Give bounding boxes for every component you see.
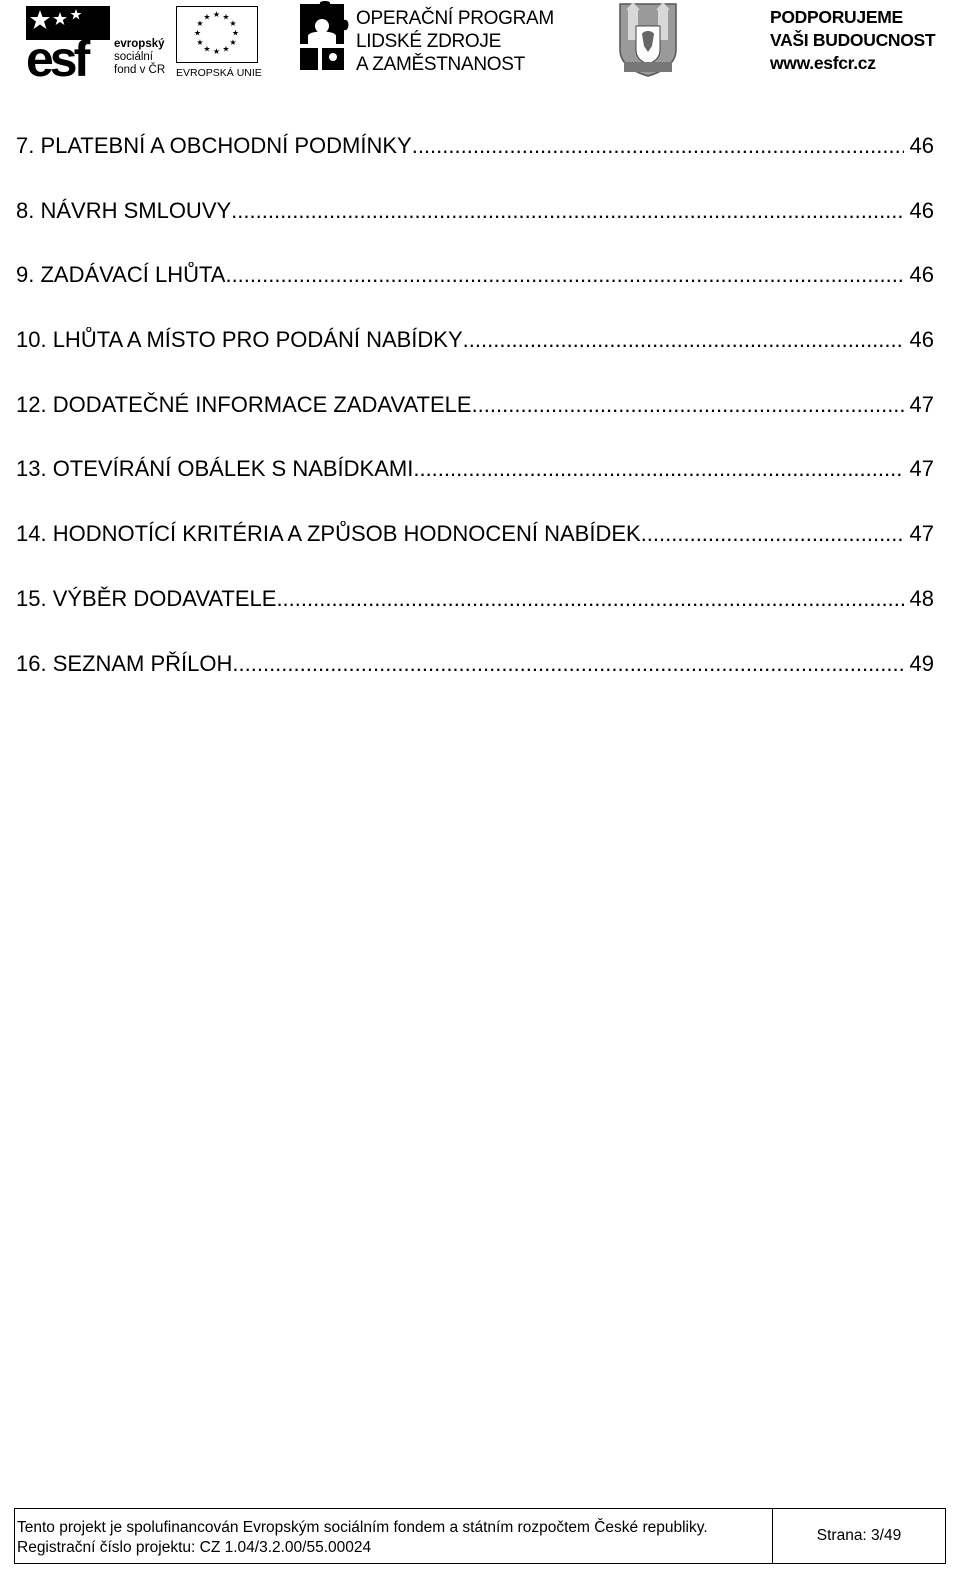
esf-star-mark <box>26 6 112 78</box>
toc-entry-page: 47 <box>909 456 934 482</box>
footer-funding-note <box>15 1509 773 1563</box>
toc-entry-title: 8. NÁVRH SMLOUVY <box>16 197 232 223</box>
svg-text:★: ★ <box>229 19 237 28</box>
toc-entry-page: 46 <box>909 327 934 353</box>
svg-text:★: ★ <box>203 44 211 54</box>
toc-leader-dots <box>463 327 904 353</box>
toc-entry-title: 14. HODNOTÍCÍ KRITÉRIA A ZPŮSOB HODNOCENÍ NABÍDEK <box>16 521 641 547</box>
slogan-logo <box>770 6 950 78</box>
op-line-1: OPERAČNÍ PROGRAM <box>356 8 554 29</box>
toc-leader-dots <box>413 456 903 482</box>
toc-leader-dots <box>276 586 903 612</box>
op-line-3: A ZAMĚSTNANOST <box>356 54 525 75</box>
toc-entry-title: 9. ZADÁVACÍ LHŮTA <box>16 262 226 288</box>
toc-leader-dots <box>641 521 904 547</box>
svg-text:★: ★ <box>203 12 211 22</box>
toc-entry-title: 12. DODATEČNÉ INFORMACE ZADAVATELE <box>16 391 472 417</box>
toc-leader-dots <box>232 651 903 677</box>
svg-text:★: ★ <box>196 19 204 28</box>
page-header <box>0 0 960 82</box>
slogan-line-2: VAŠI BUDOUCNOST <box>770 30 936 50</box>
esf-line-1: evropský <box>114 38 165 50</box>
esf-line-2: sociální <box>114 51 153 63</box>
esf-mark-text: esf <box>26 31 87 78</box>
toc-entry[interactable] <box>16 456 934 521</box>
svg-text:★: ★ <box>212 47 221 56</box>
toc-entry-page: 48 <box>909 585 934 611</box>
puzzle-icon <box>298 0 354 76</box>
city-crest-icon <box>614 0 682 78</box>
eu-flag-icon <box>176 6 258 63</box>
toc-entry-title: 7. PLATEBNÍ A OBCHODNÍ PODMÍNKY <box>16 133 412 158</box>
toc-entry[interactable] <box>16 651 934 716</box>
toc-entry[interactable] <box>16 392 934 457</box>
svg-text:★: ★ <box>222 12 230 22</box>
svg-text:★: ★ <box>196 38 204 47</box>
footer-line-1: Tento projekt je spolufinancován Evropským sociálním fondem a státním rozpočtem České republiky. <box>17 1519 708 1536</box>
svg-text:★: ★ <box>193 28 202 38</box>
slogan-line-1: PODPORUJEME <box>770 7 903 27</box>
slogan-url: www.esfcr.cz <box>770 53 876 73</box>
toc-entry[interactable] <box>16 586 934 651</box>
toc-entry-page: 46 <box>909 133 934 158</box>
page-footer <box>14 1508 946 1564</box>
svg-text:★: ★ <box>222 44 230 54</box>
op-lzz-logo <box>298 0 558 76</box>
svg-text:★: ★ <box>212 10 221 19</box>
table-of-contents <box>16 133 934 715</box>
toc-entry-title: 16. SEZNAM PŘÍLOH <box>16 650 233 676</box>
toc-leader-dots <box>412 133 904 159</box>
esf-line-3: fond v ČR <box>114 64 166 76</box>
toc-entry-title: 15. VÝBĚR DODAVATELE <box>16 585 277 611</box>
toc-entry-page: 49 <box>909 650 934 676</box>
toc-leader-dots <box>231 198 903 224</box>
eu-caption: EVROPSKÁ UNIE <box>176 67 262 79</box>
toc-entry-page: 47 <box>909 521 934 547</box>
toc-entry[interactable] <box>16 262 934 327</box>
svg-text:★: ★ <box>231 28 240 38</box>
toc-entry-title: 13. OTEVÍRÁNÍ OBÁLEK S NABÍDKAMI <box>16 456 414 482</box>
footer-line-2: Registrační číslo projektu: CZ 1.04/3.2.00/55.00024 <box>17 1539 372 1556</box>
toc-leader-dots <box>225 262 903 288</box>
toc-entry[interactable] <box>16 198 934 263</box>
toc-entry[interactable] <box>16 327 934 392</box>
toc-entry[interactable] <box>16 521 934 586</box>
page-number: Strana: 3/49 <box>816 1527 902 1544</box>
toc-entry-page: 46 <box>909 197 934 223</box>
toc-entry-title: 10. LHŮTA A MÍSTO PRO PODÁNÍ NABÍDKY <box>16 327 463 353</box>
svg-text:★: ★ <box>229 38 237 47</box>
toc-leader-dots <box>472 392 904 418</box>
toc-entry[interactable] <box>16 133 934 198</box>
toc-entry-page: 46 <box>909 262 934 288</box>
toc-entry-page: 47 <box>909 391 934 417</box>
eu-logo <box>176 6 264 78</box>
esf-logo <box>26 6 172 78</box>
op-line-2: LIDSKÉ ZDROJE <box>356 31 501 52</box>
